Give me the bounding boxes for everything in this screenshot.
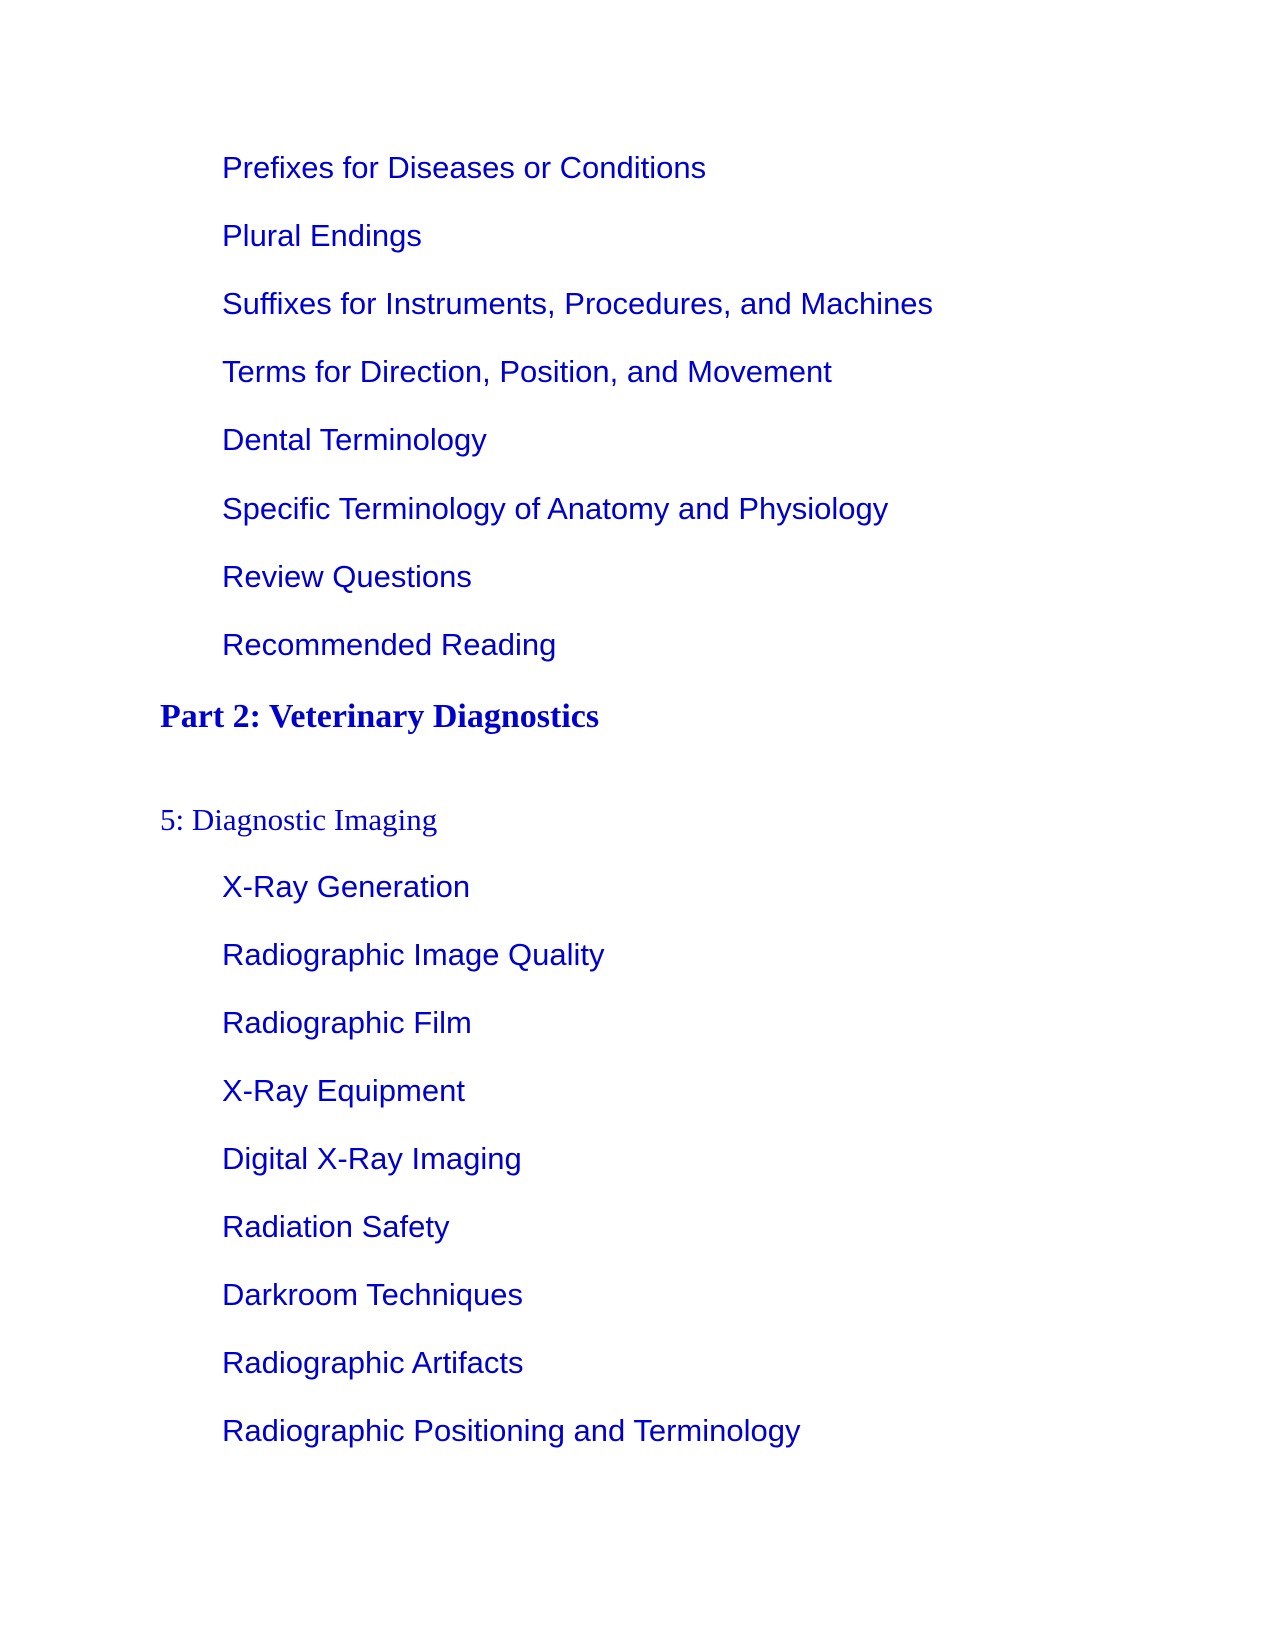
toc-link-positioning-terminology[interactable]: Radiographic Positioning and Terminology: [222, 1413, 801, 1448]
toc-link-radiographic-artifacts[interactable]: Radiographic Artifacts: [222, 1345, 524, 1380]
toc-link-dental-terminology[interactable]: Dental Terminology: [222, 422, 487, 457]
toc-link-prefixes-diseases[interactable]: Prefixes for Diseases or Conditions: [222, 150, 707, 185]
toc-link-radiation-safety[interactable]: Radiation Safety: [222, 1209, 450, 1244]
toc-link-plural-endings[interactable]: Plural Endings: [222, 218, 422, 253]
toc-link-recommended-reading[interactable]: Recommended Reading: [222, 627, 557, 662]
toc-part-heading[interactable]: Part 2: Veterinary Diagnostics: [160, 698, 600, 735]
toc-link-suffixes-instruments[interactable]: Suffixes for Instruments, Procedures, and Machines: [222, 286, 934, 321]
toc-link-xray-equipment[interactable]: X-Ray Equipment: [222, 1073, 465, 1108]
toc-link-direction-terms[interactable]: Terms for Direction, Position, and Movement: [222, 354, 832, 389]
toc-link-radiographic-film[interactable]: Radiographic Film: [222, 1005, 472, 1040]
toc-link-anatomy-physiology[interactable]: Specific Terminology of Anatomy and Physiology: [222, 491, 889, 526]
toc-link-xray-generation[interactable]: X-Ray Generation: [222, 869, 471, 904]
toc-link-darkroom-techniques[interactable]: Darkroom Techniques: [222, 1277, 523, 1312]
toc-link-review-questions[interactable]: Review Questions: [222, 559, 472, 594]
toc-chapter-heading[interactable]: 5: Diagnostic Imaging: [160, 802, 438, 837]
toc-link-digital-xray[interactable]: Digital X-Ray Imaging: [222, 1141, 522, 1176]
toc-link-image-quality[interactable]: Radiographic Image Quality: [222, 937, 605, 972]
